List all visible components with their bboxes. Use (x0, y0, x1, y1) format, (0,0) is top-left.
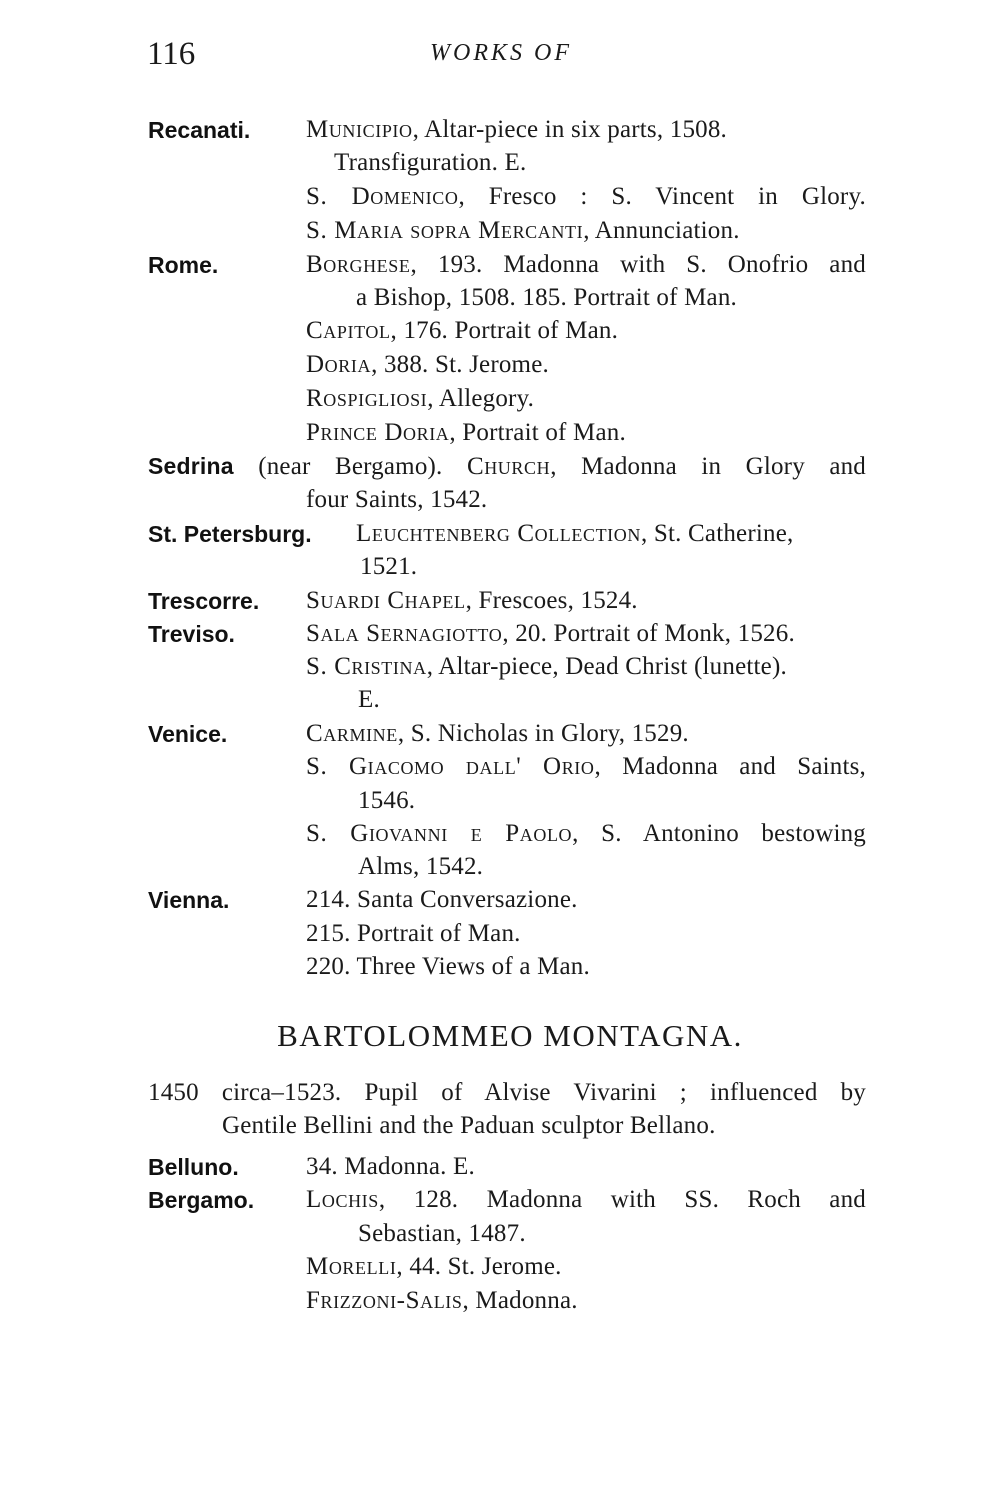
entry-line (306, 250, 866, 280)
entry-continuation: 1521. (360, 553, 418, 580)
entry-line (306, 719, 689, 749)
entry-line (148, 451, 866, 482)
entry-continuation: 1546. (358, 787, 416, 814)
entry-line (306, 652, 787, 682)
entry-line (306, 586, 638, 616)
entry-text: , St. Catherine, (640, 520, 794, 547)
entry-text: , Madonna and Saints, (594, 753, 867, 780)
collection-name: S. Maria sopra Mercanti (306, 217, 584, 244)
entry-text: , 20. Portrait of Monk, 1526. (502, 620, 795, 647)
collection-name: Morelli (306, 1253, 397, 1280)
collection-name: Sala Sernagiotto (306, 620, 503, 647)
collection-name: Lochis (306, 1186, 379, 1213)
place-vienna: Vienna. (148, 887, 230, 913)
entry-line (306, 1252, 562, 1282)
collection-name: S. Giacomo dall' Orio (306, 753, 595, 780)
entry-line (306, 819, 866, 849)
section-intro: Gentile Bellini and the Paduan sculptor Bellano. (222, 1112, 716, 1139)
entry-text: , Allegory. (427, 385, 535, 412)
entry-continuation: E. (358, 686, 380, 713)
entry-continuation: Transfiguration. E. (334, 149, 527, 176)
place-sedrina: Sedrina (148, 453, 234, 479)
collection-name: S. Giovanni e Paolo (306, 820, 573, 847)
section-intro: 1450 circa–1523. Pupil of Alvise Vivarini ; influenced by (148, 1079, 866, 1106)
entry-line (306, 350, 549, 380)
entry-line (306, 619, 795, 649)
entry-line: 220. Three Views of a Man. (306, 953, 590, 980)
entry-text: , 388. St. Jerome. (371, 351, 549, 378)
collection-name: Capitol (306, 317, 391, 344)
section-title: BARTOLOMMEO MONTAGNA. (277, 1018, 743, 1053)
place-trescorre: Trescorre. (148, 588, 260, 614)
entry-text: , 176. Portrait of Man. (390, 317, 619, 344)
entry-line (306, 418, 626, 448)
collection-name: Rospigliosi (306, 385, 428, 412)
entry-line: 214. Santa Conversazione. (306, 886, 578, 913)
collection-name: Church (466, 453, 551, 480)
collection-name: Prince Doria (306, 419, 450, 446)
entry-text: , Madonna. (462, 1287, 578, 1314)
entry-continuation: a Bishop, 1508. 185. Portrait of Man. (356, 284, 737, 311)
entry-line (306, 115, 727, 145)
entry-line (306, 316, 618, 346)
entry-text: , S. Nicholas in Glory, 1529. (397, 720, 689, 747)
entry-continuation: Sebastian, 1487. (358, 1220, 526, 1247)
place-rome: Rome. (148, 252, 219, 278)
running-head: WORKS OF (430, 40, 572, 66)
entry-continuation: Alms, 1542. (358, 853, 484, 880)
entry-text: , 193. Madonna with S. Onofrio and (410, 251, 866, 278)
entry-text: , Portrait of Man. (449, 419, 626, 446)
entry-line: 215. Portrait of Man. (306, 920, 521, 947)
collection-name: Suardi Chapel (306, 587, 466, 614)
entry-continuation: four Saints, 1542. (306, 486, 488, 513)
place-belluno: Belluno. (148, 1154, 239, 1180)
entry-line (306, 182, 866, 212)
collection-name: Frizzoni-Salis (306, 1287, 463, 1314)
entry-text: , 44. St. Jerome. (396, 1253, 562, 1280)
entry-line (306, 752, 866, 782)
collection-name: S. Cristina (306, 653, 427, 680)
collection-name: Borghese (306, 251, 411, 278)
entry-text: , Fresco : S. Vincent in Glory. (458, 183, 866, 210)
place-venice: Venice. (148, 721, 228, 747)
entry-line (306, 216, 740, 246)
place-recanati: Recanati. (148, 117, 251, 143)
entry-line (306, 384, 534, 414)
entry-line (356, 519, 793, 549)
place-treviso: Treviso. (148, 621, 235, 647)
entry-text: , Madonna in Glory and (550, 453, 867, 480)
collection-name: Carmine (306, 720, 398, 747)
entry-text: , Altar-piece, Dead Christ (lunette). (426, 653, 787, 680)
place-st-petersburg: St. Petersburg. (148, 521, 312, 547)
entry-line (306, 1185, 866, 1215)
collection-name: Municipio (306, 116, 413, 143)
entry-text: , Frescoes, 1524. (465, 587, 638, 614)
collection-name: Leuchtenberg Collection (356, 520, 641, 547)
entry-text: , S. Antonino bestowing (572, 820, 866, 847)
entry-line (306, 1286, 578, 1316)
entry-line: 34. Madonna. E. (306, 1153, 475, 1180)
entry-text: , Annunciation. (583, 217, 740, 244)
collection-name: Doria (306, 351, 372, 378)
entry-text: , Altar-piece in six parts, 1508. (412, 116, 728, 143)
entry-text: (near Bergamo). (258, 453, 443, 480)
entry-text: , 128. Madonna with SS. Roch and (378, 1186, 866, 1213)
collection-name: S. Domenico (306, 183, 459, 210)
place-bergamo: Bergamo. (148, 1187, 255, 1213)
page-number: 116 (147, 36, 196, 72)
